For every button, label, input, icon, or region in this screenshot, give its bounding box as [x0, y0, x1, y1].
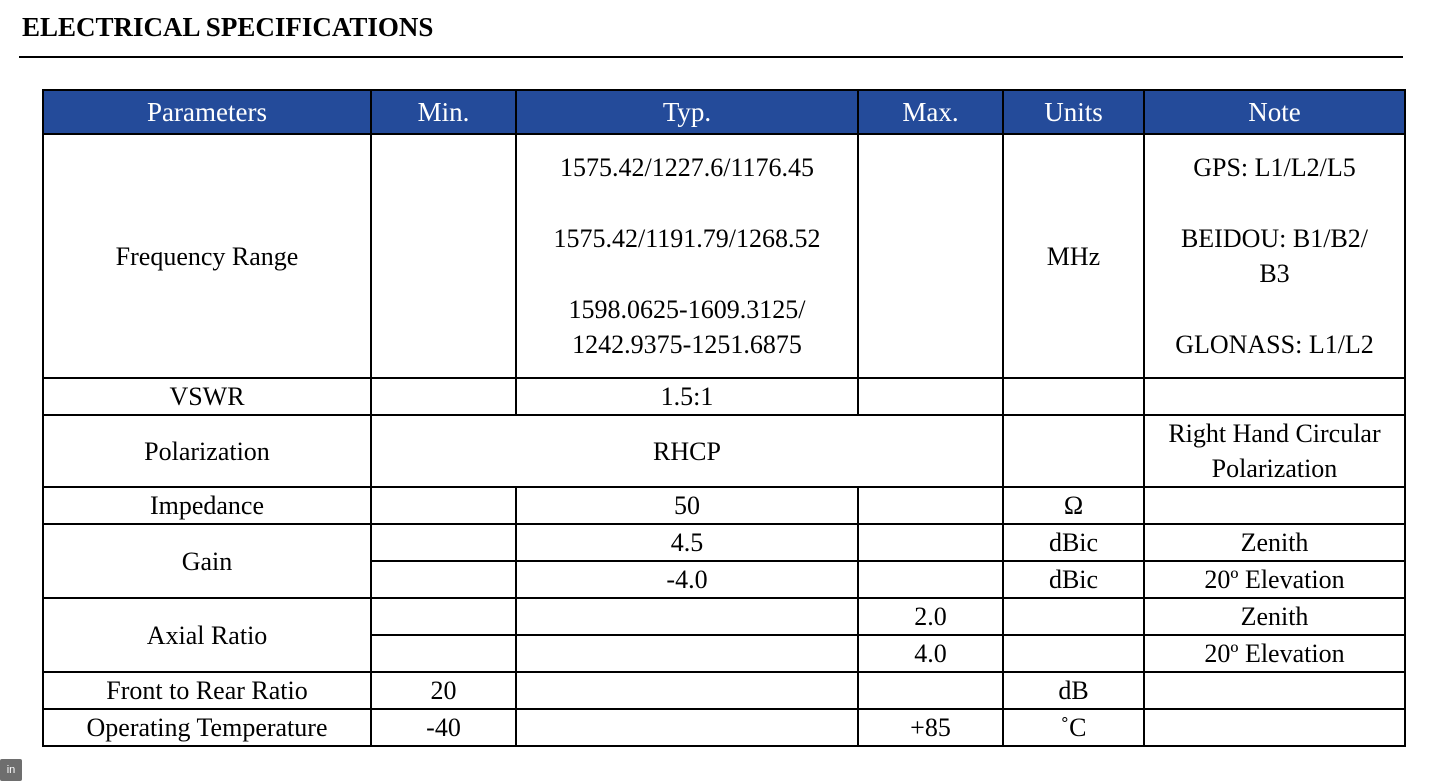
note-cell: 20º Elevation: [1144, 635, 1405, 672]
min-cell: 20: [371, 672, 516, 709]
max-cell: [858, 561, 1003, 598]
units-cell: dB: [1003, 672, 1144, 709]
section-title: ELECTRICAL SPECIFICATIONS: [22, 12, 434, 42]
param-cell: Operating Temperature: [43, 709, 371, 746]
typ-line-glonass-2: 1242.9375-1251.6875: [572, 330, 802, 359]
min-cell: [371, 378, 516, 415]
min-cell: [371, 524, 516, 561]
table-row-frequency-range: [43, 134, 1405, 378]
note-line-1: Right Hand Circular: [1168, 419, 1381, 448]
units-cell: dBic: [1003, 561, 1144, 598]
table-row-gain-zenith: [43, 524, 1405, 561]
typ-cell: [516, 598, 858, 635]
param-cell: Front to Rear Ratio: [43, 672, 371, 709]
note-cell: [1144, 672, 1405, 709]
units-cell: [1003, 378, 1144, 415]
min-cell: [371, 134, 516, 378]
typ-line-gps: 1575.42/1227.6/1176.45: [560, 153, 814, 182]
min-cell: [371, 487, 516, 524]
param-cell: Axial Ratio: [43, 598, 371, 672]
note-cell: Zenith: [1144, 598, 1405, 635]
max-cell: [858, 524, 1003, 561]
table-header-row: [43, 90, 1405, 134]
min-cell: [371, 598, 516, 635]
units-cell: MHz: [1003, 134, 1144, 378]
electrical-specifications-table: [42, 89, 1406, 747]
param-cell: Impedance: [43, 487, 371, 524]
header-typ: Typ.: [516, 90, 858, 134]
min-cell: -40: [371, 709, 516, 746]
max-cell: [858, 487, 1003, 524]
typ-line-glonass-1: 1598.0625-1609.3125/: [568, 295, 806, 324]
corner-badge[interactable]: in: [0, 759, 22, 781]
typ-cell: 1.5:1: [516, 378, 858, 415]
units-cell: Ω: [1003, 487, 1144, 524]
typ-cell: [516, 709, 858, 746]
typ-cell: 4.5: [516, 524, 858, 561]
param-cell: Polarization: [43, 415, 371, 487]
typ-cell: [516, 672, 858, 709]
min-cell: [371, 561, 516, 598]
units-cell: [1003, 415, 1144, 487]
note-cell: [1144, 134, 1405, 378]
units-cell: [1003, 598, 1144, 635]
table-row-operating-temperature: [43, 709, 1405, 746]
value-cell: RHCP: [371, 415, 1003, 487]
max-cell: 2.0: [858, 598, 1003, 635]
typ-cell: [516, 635, 858, 672]
note-line-beidou-2: B3: [1259, 259, 1290, 288]
table-row-vswr: [43, 378, 1405, 415]
header-units: Units: [1003, 90, 1144, 134]
units-cell: [1003, 635, 1144, 672]
note-line-gps: GPS: L1/L2/L5: [1193, 153, 1356, 182]
header-parameters: Parameters: [43, 90, 371, 134]
header-note: Note: [1144, 90, 1405, 134]
typ-line-beidou: 1575.42/1191.79/1268.52: [553, 224, 821, 253]
note-cell: [1144, 709, 1405, 746]
units-cell: dBic: [1003, 524, 1144, 561]
max-cell: +85: [858, 709, 1003, 746]
note-cell: 20º Elevation: [1144, 561, 1405, 598]
note-line-glonass: GLONASS: L1/L2: [1175, 330, 1374, 359]
typ-cell: -4.0: [516, 561, 858, 598]
header-max: Max.: [858, 90, 1003, 134]
note-line-beidou-1: BEIDOU: B1/B2/: [1180, 224, 1369, 253]
typ-cell: 50: [516, 487, 858, 524]
table-row-front-to-rear-ratio: [43, 672, 1405, 709]
typ-cell: [516, 134, 858, 378]
note-line-2: Polarization: [1211, 454, 1338, 483]
note-cell: Zenith: [1144, 524, 1405, 561]
min-cell: [371, 635, 516, 672]
note-cell: [1144, 487, 1405, 524]
title-divider: [19, 56, 1403, 58]
param-cell: Frequency Range: [43, 134, 371, 378]
param-cell: VSWR: [43, 378, 371, 415]
note-cell: [1144, 415, 1405, 487]
units-cell: ˚C: [1003, 709, 1144, 746]
table-row-axial-ratio-zenith: [43, 598, 1405, 635]
table-row-polarization: [43, 415, 1405, 487]
max-cell: 4.0: [858, 635, 1003, 672]
max-cell: [858, 378, 1003, 415]
param-cell: Gain: [43, 524, 371, 598]
header-min: Min.: [371, 90, 516, 134]
note-cell: [1144, 378, 1405, 415]
table-row-impedance: [43, 487, 1405, 524]
max-cell: [858, 672, 1003, 709]
max-cell: [858, 134, 1003, 378]
